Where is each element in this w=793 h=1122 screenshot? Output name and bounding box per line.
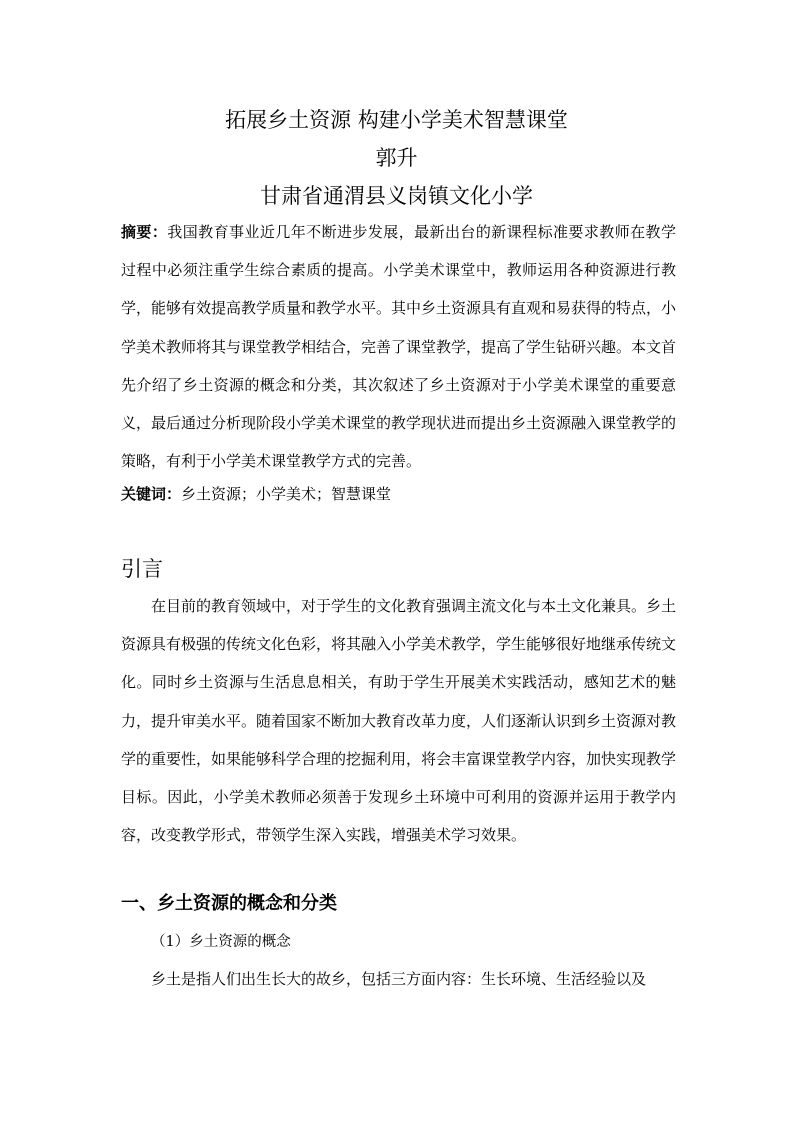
keywords-line	[121, 482, 391, 506]
author-name: 郭升	[375, 146, 418, 170]
section1-heading: 一、乡土资源的概念和分类	[121, 893, 337, 914]
abstract-label: 摘要：	[121, 223, 168, 241]
keywords-label: 关键词：	[121, 485, 182, 503]
abstract-text: 我国教育事业近几年不断进步发展，最新出台的新课程标准要求教师在教学过程中必须注重学生综合素质的提高。小学美术课堂中，教师运用各种资源进行教学，能够有效提高教学质量和教学水平。其中乡土资源具有直观和易获得的特点，小学美术教师将其与课堂教学相结合，完善了课堂教学，提高了学生钻研兴趣。本文首先介绍了乡土资源的概念和分类，其次叙述了乡土资源对于小学美术课堂的重要意义，最后通过分析现阶段小学美术课堂的教学现状进而提出乡土资源融入课堂教学的策略，有利于小学美术课堂教学方式的完善。	[121, 223, 677, 471]
subsection1-heading: （1）乡土资源的概念	[151, 934, 291, 950]
document-title: 拓展乡土资源 构建小学美术智慧课堂	[225, 108, 568, 132]
keywords-text: 乡土资源；小学美术；智慧课堂	[181, 485, 392, 503]
author-affiliation: 甘肃省通渭县义岗镇文化小学	[260, 184, 533, 208]
section1-paragraph: 乡土是指人们出生长大的故乡，包括三方面内容：生长环境、生活经验以及	[151, 970, 647, 988]
intro-heading: 引言	[121, 557, 163, 581]
intro-paragraph: 在目前的教育领域中，对于学生的文化教育强调主流文化与本土文化兼具。乡土资源具有极强的传统文化色彩，将其融入小学美术教学，学生能够很好地继承传统文化。同时乡土资源与生活息息相关，有助于学生开展美术实践活动，感知艺术的魅力，提升审美水平。随着国家不断加大教育改革力度，人们逐渐认识到乡土资源对教学的重要性，如果能够科学合理的挖掘利用，将会丰富课堂教学内容，加快实现教学目标。因此，小学美术教师必须善于发现乡土环境中可利用的资源并运用于教学内容，改变教学形式，带领学生深入实践，增强美术学习效果。	[121, 597, 677, 845]
abstract-paragraph	[121, 213, 676, 480]
